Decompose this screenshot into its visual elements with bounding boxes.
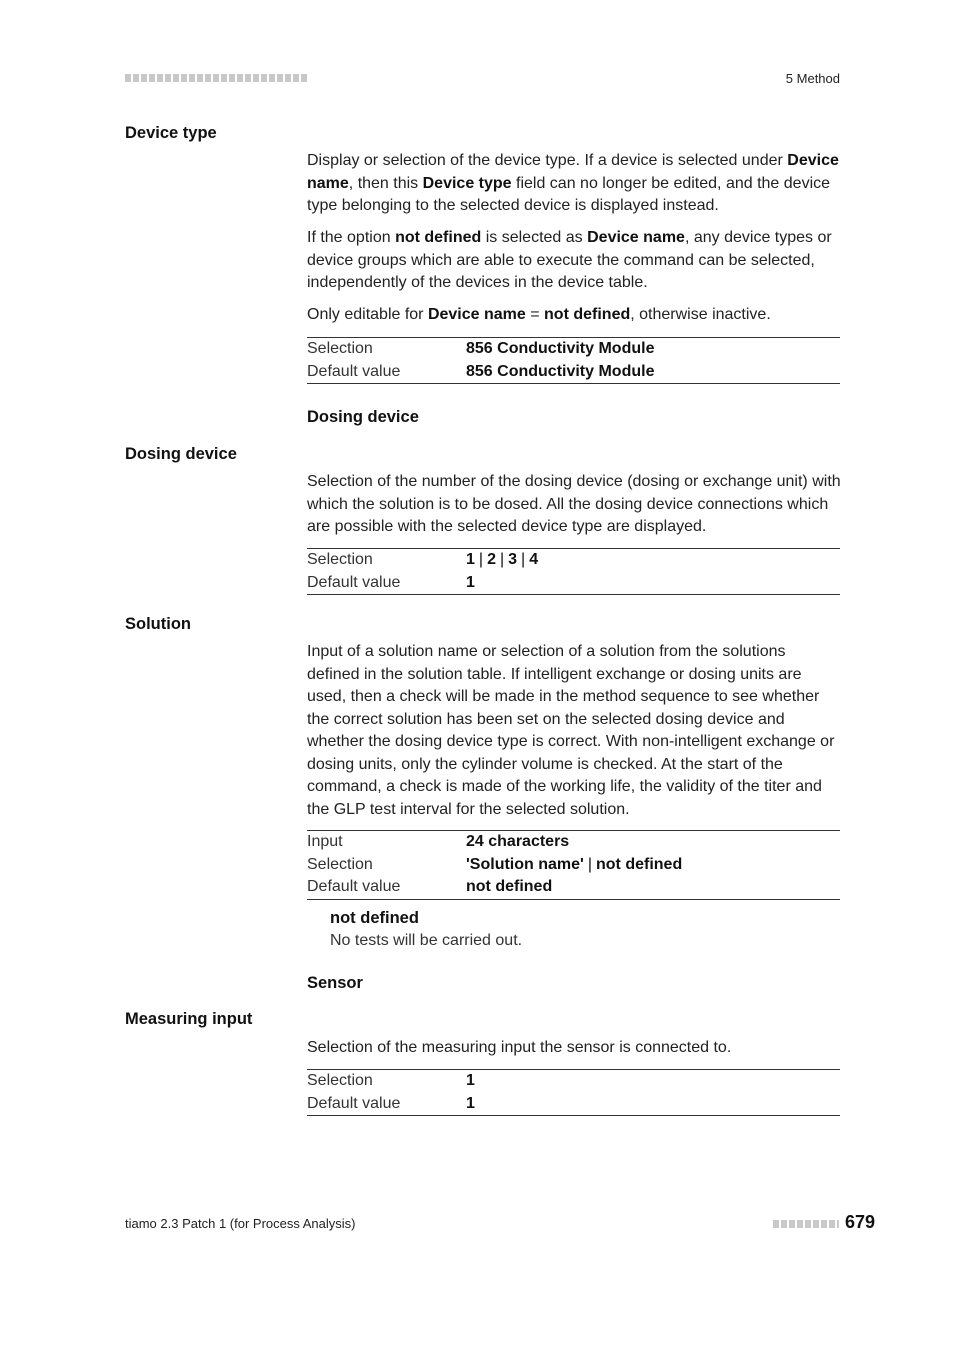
dosing-device-description: Selection of the number of the dosing device (dosing or exchange unit) with which the solution is to be dosed. All the dosing device connections which are possible with the selected device type are displayed. <box>307 473 841 535</box>
table-row: Selection 1 | 2 | 3 | 4 <box>307 551 539 568</box>
parameter-label-dosing-device: Dosing device <box>125 445 237 463</box>
measuring-input-table <box>307 1069 840 1116</box>
table-row: Default value not defined <box>307 878 553 895</box>
section-heading-dosing-device: Dosing device <box>307 408 419 426</box>
footer-decoration <box>773 1220 839 1228</box>
device-type-description-3: Only editable for Device name = not defined, otherwise inactive. <box>307 306 771 323</box>
dosing-device-table <box>307 548 840 595</box>
measuring-input-description: Selection of the measuring input the sensor is connected to. <box>307 1039 732 1056</box>
page-number: 679 <box>845 1212 876 1232</box>
table-row: Input 24 characters <box>307 833 570 850</box>
table-row: Default value 856 Conductivity Module <box>307 362 655 380</box>
table-row: Selection 856 Conductivity Module <box>307 340 655 357</box>
solution-description: Input of a solution name or selection of a solution from the solutions defined in the solution table. If intelligent exchange or dosing units are used, then a check will be made in the method sequence to see whether the correct solution has been set on the selected dosing device and whether the dosing device type is correct. With non-intelligent exchange or dosing units, only the cylinder volume is checked. At the start of the command, a check is made of the working life, the validity of the titer and the GLP test interval for the selected solution. <box>307 643 835 818</box>
option-description: No tests will be carried out. <box>330 932 523 949</box>
parameter-label-device-type: Device type <box>125 124 217 142</box>
parameter-label-solution: Solution <box>125 615 191 633</box>
table-row: Default value 1 <box>307 573 475 591</box>
device-type-description-2: If the option not defined is selected as Device name, any device types or device groups which are able to execute the command can be selected, independently of the devices in the device table. <box>307 229 832 291</box>
table-row: Selection 1 <box>307 1072 475 1089</box>
table-row: Default value 1 <box>307 1094 475 1112</box>
table-row: Selection 'Solution name' | not defined <box>307 855 683 873</box>
device-type-table <box>307 337 840 384</box>
parameter-label-measuring-input: Measuring input <box>125 1010 253 1028</box>
footer-product-name: tiamo 2.3 Patch 1 (for Process Analysis) <box>125 1216 356 1231</box>
device-type-description-1: Display or selection of the device type. If a device is selected under Device name, then this Device type field can no longer be edited, and the device type belonging to the selected device is displayed instead. <box>307 152 839 214</box>
section-heading-sensor: Sensor <box>307 974 363 992</box>
header-decoration <box>125 74 307 82</box>
chapter-title: 5 Method <box>785 71 840 86</box>
solution-table <box>307 830 840 900</box>
option-title: not defined <box>330 909 419 927</box>
